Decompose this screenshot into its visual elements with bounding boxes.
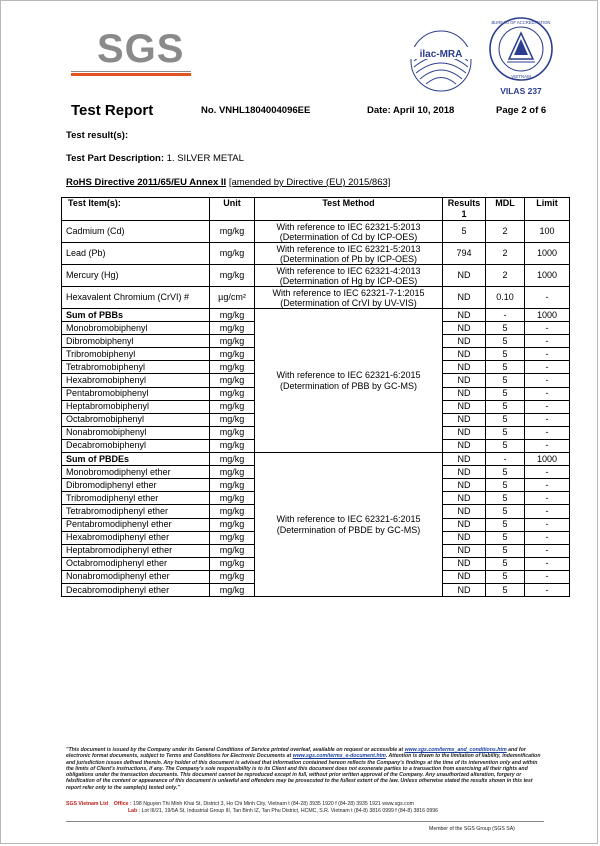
test-item: Tetrabromodiphenyl ether — [62, 505, 210, 518]
result-heading: Test result(s): — [66, 130, 129, 141]
test-item: Nonabromobiphenyl — [62, 426, 210, 439]
office-info — [66, 801, 546, 815]
mdl-cell: 5 — [486, 400, 525, 413]
table-row — [62, 243, 570, 265]
result-cell: ND — [443, 361, 486, 374]
method-line: With reference to IEC 62321-5:2013 — [276, 243, 421, 254]
header-results-label: Results — [447, 198, 481, 208]
test-item: Cadmium (Cd) — [62, 221, 210, 243]
test-item: Nonabromodiphenyl ether — [62, 570, 210, 583]
test-item: Lead (Pb) — [62, 243, 210, 265]
result-cell: ND — [443, 348, 486, 361]
limit-cell: 100 — [525, 221, 570, 243]
pbb-method-cell — [255, 309, 443, 453]
unit-cell: mg/kg — [210, 466, 255, 479]
test-item: Hexavalent Chromium (CrVI) # — [62, 287, 210, 309]
result-cell: ND — [443, 479, 486, 492]
limit-cell: - — [525, 466, 570, 479]
unit-cell: mg/kg — [210, 492, 255, 505]
unit-cell: mg/kg — [210, 570, 255, 583]
table-row — [62, 287, 570, 309]
disclaimer — [66, 747, 544, 791]
result-cell: ND — [443, 287, 486, 309]
result-cell: 794 — [443, 243, 486, 265]
result-cell: ND — [443, 439, 486, 452]
test-item: Heptabromobiphenyl — [62, 400, 210, 413]
header-method: Test Method — [255, 198, 443, 221]
mdl-cell: 0.10 — [486, 287, 525, 309]
unit-cell: mg/kg — [210, 361, 255, 374]
header-results — [443, 198, 486, 221]
method-line: (Determination of Cd by ICP-OES) — [279, 231, 418, 242]
unit-cell: mg/kg — [210, 518, 255, 531]
unit-cell: mg/kg — [210, 322, 255, 335]
test-item: Dibromodiphenyl ether — [62, 479, 210, 492]
mdl-cell: 5 — [486, 348, 525, 361]
unit-cell: mg/kg — [210, 335, 255, 348]
mdl-cell: 5 — [486, 518, 525, 531]
terms-link[interactable]: www.sgs.com/terms_and_conditions.htm — [404, 747, 507, 753]
disclaimer-text-2: and for electronic format documents, subject to Terms and Conditions for Electronic Documents at — [66, 747, 526, 760]
limit-cell: - — [525, 479, 570, 492]
result-cell: ND — [443, 466, 486, 479]
limit-cell: 1000 — [525, 265, 570, 287]
test-item: Monobromodiphenyl ether — [62, 466, 210, 479]
test-item: Hexabromobiphenyl — [62, 374, 210, 387]
mdl-cell: 2 — [486, 265, 525, 287]
mdl-cell: 5 — [486, 426, 525, 439]
header-limit: Limit — [525, 198, 570, 221]
mdl-cell: 5 — [486, 531, 525, 544]
test-item: Tribromodiphenyl ether — [62, 492, 210, 505]
mdl-cell: 5 — [486, 466, 525, 479]
result-cell: ND — [443, 518, 486, 531]
result-cell: ND — [443, 557, 486, 570]
test-item: Heptabromodiphenyl ether — [62, 544, 210, 557]
lab-address: : Lot III/21, 19/5A St, Industrial Group III, Tan Binh IZ, Tan Phu District, HCMC, S.R. Vietnam t (84-8) 3816 0999 f (84-8) 3816 0996 — [138, 808, 438, 814]
unit-cell: mg/kg — [210, 243, 255, 265]
limit-cell: - — [525, 400, 570, 413]
limit-cell: - — [525, 557, 570, 570]
result-cell: ND — [443, 583, 486, 596]
unit-cell: mg/kg — [210, 309, 255, 322]
lab-label: Lab — [128, 808, 138, 814]
limit-cell: - — [525, 387, 570, 400]
table-row — [62, 265, 570, 287]
result-cell: ND — [443, 570, 486, 583]
method-line: With reference to IEC 62321-4:2013 — [276, 265, 421, 276]
result-cell: ND — [443, 544, 486, 557]
result-cell: ND — [443, 335, 486, 348]
limit-cell: - — [525, 361, 570, 374]
method-cell — [255, 287, 443, 309]
limit-cell: - — [525, 439, 570, 452]
unit-cell: mg/kg — [210, 374, 255, 387]
method-line: (Determination of PBDE by GC-MS) — [276, 524, 421, 535]
test-item: Decabromodiphenyl ether — [62, 583, 210, 596]
result-cell: ND — [443, 374, 486, 387]
result-cell: ND — [443, 531, 486, 544]
mdl-cell: 5 — [486, 544, 525, 557]
limit-cell: - — [525, 492, 570, 505]
method-line: With reference to IEC 62321-6:2015 — [276, 369, 421, 380]
method-line: With reference to IEC 62321-6:2015 — [276, 513, 421, 524]
disclaimer-text-3: . Attention is drawn to the limitation of liability, indemnification and jurisdiction issues defined therein. Any holder of this document is advised that information contained hereon reflects the Company's findings at the time of its intervention only and within the limits of Client's instructions, if any. The Company's sole responsibility is to its Client and this document does not exonerate parties to a transaction from exercising all their rights and obligations under the transaction documents. This document cannot be reproduced except in full, without prior written approval of the Company. Any unauthorized alteration, forgery or falsification of the content or appearance of this document is unlawful and offenders may be prosecuted to the fullest extent of the law. Unless otherwise stated the results shown in this test report refer only to the sample(s) tested only." — [66, 753, 541, 791]
mdl-cell: 5 — [486, 492, 525, 505]
table-header-row — [62, 198, 570, 221]
mdl-cell: 5 — [486, 361, 525, 374]
test-item: Mercury (Hg) — [62, 265, 210, 287]
result-cell: ND — [443, 322, 486, 335]
unit-cell: mg/kg — [210, 557, 255, 570]
sgs-logo — [71, 27, 191, 75]
limit-cell: - — [525, 287, 570, 309]
limit-cell: - — [525, 348, 570, 361]
test-item: Pentabromodiphenyl ether — [62, 518, 210, 531]
mdl-cell: 5 — [486, 557, 525, 570]
unit-cell: mg/kg — [210, 439, 255, 452]
method-cell — [255, 243, 443, 265]
header-mdl: MDL — [486, 198, 525, 221]
limit-cell: - — [525, 570, 570, 583]
limit-cell: 1000 — [525, 243, 570, 265]
test-item: Tetrabromobiphenyl — [62, 361, 210, 374]
part-description — [66, 153, 244, 164]
test-item: Pentabromobiphenyl — [62, 387, 210, 400]
method-line: (Determination of Hg by ICP-OES) — [279, 275, 418, 286]
limit-cell: - — [525, 413, 570, 426]
part-label: Test Part Description: — [66, 153, 165, 164]
ilac-text: ilac-MRA — [419, 49, 463, 60]
unit-cell: mg/kg — [210, 505, 255, 518]
method-line: (Determination of Pb by ICP-OES) — [279, 253, 418, 264]
mdl-cell: 5 — [486, 335, 525, 348]
mdl-cell: 5 — [486, 570, 525, 583]
mdl-cell: - — [486, 453, 525, 466]
limit-cell: - — [525, 505, 570, 518]
result-cell: ND — [443, 400, 486, 413]
unit-cell: mg/kg — [210, 453, 255, 466]
company-name: SGS Vietnam Ltd — [66, 801, 108, 807]
header-unit: Unit — [210, 198, 255, 221]
method-line: With reference to IEC 62321-7-1:2015 — [272, 287, 425, 298]
test-item: Octabromodiphenyl ether — [62, 557, 210, 570]
method-line: (Determination of CrVI by UV-VIS) — [280, 297, 417, 308]
unit-cell: µg/cm² — [210, 287, 255, 309]
unit-cell: mg/kg — [210, 265, 255, 287]
ilac-mra-logo — [406, 21, 476, 95]
result-cell: ND — [443, 492, 486, 505]
mdl-cell: 5 — [486, 387, 525, 400]
limit-cell: - — [525, 426, 570, 439]
limit-cell: 1000 — [525, 453, 570, 466]
unit-cell: mg/kg — [210, 479, 255, 492]
limit-cell: - — [525, 583, 570, 596]
mdl-cell: 5 — [486, 439, 525, 452]
mdl-cell: 5 — [486, 374, 525, 387]
test-item: Dibromobiphenyl — [62, 335, 210, 348]
method-line: (Determination of PBB by GC-MS) — [279, 380, 418, 391]
test-item: Tribromobiphenyl — [62, 348, 210, 361]
disclaimer-text-1: "This document is issued by the Company under its General Conditions of Service printed overleaf, available on request or accessible at — [66, 747, 405, 753]
unit-cell: mg/kg — [210, 413, 255, 426]
result-cell: ND — [443, 453, 486, 466]
mdl-cell: 5 — [486, 583, 525, 596]
method-cell — [255, 265, 443, 287]
test-item: Hexabromodiphenyl ether — [62, 531, 210, 544]
table-row — [62, 309, 570, 322]
directive-amend: [amended by Directive (EU) 2015/863] — [228, 177, 391, 188]
footer-divider — [66, 821, 544, 822]
limit-cell: 1000 — [525, 309, 570, 322]
limit-cell: - — [525, 374, 570, 387]
table-row — [62, 221, 570, 243]
test-item: Monobromobiphenyl — [62, 322, 210, 335]
unit-cell: mg/kg — [210, 387, 255, 400]
seal-top-text: BUREAU OF ACCREDITATION — [491, 20, 551, 25]
result-cell: ND — [443, 265, 486, 287]
test-item: Decabromobiphenyl — [62, 439, 210, 452]
header-results-sub: 1 — [461, 209, 467, 219]
report-title: Test Report — [71, 102, 154, 119]
method-line: With reference to IEC 62321-5:2013 — [276, 221, 421, 232]
limit-cell: - — [525, 335, 570, 348]
e-document-terms-link[interactable]: www.sgs.com/terms_e-document.htm — [292, 753, 386, 760]
mdl-cell: 2 — [486, 221, 525, 243]
seal-code-text: VILAS 237 — [500, 86, 542, 96]
method-cell — [255, 221, 443, 243]
limit-cell: - — [525, 518, 570, 531]
unit-cell: mg/kg — [210, 221, 255, 243]
result-cell: ND — [443, 413, 486, 426]
seal-bottom-text: VIETNAM — [511, 74, 531, 79]
report-number: No. VNHL1804004096EE — [201, 105, 311, 116]
mdl-cell: 2 — [486, 243, 525, 265]
unit-cell: mg/kg — [210, 583, 255, 596]
result-cell: ND — [443, 426, 486, 439]
sum-item: Sum of PBBs — [62, 309, 210, 322]
mdl-cell: 5 — [486, 322, 525, 335]
mdl-cell: 5 — [486, 479, 525, 492]
unit-cell: mg/kg — [210, 348, 255, 361]
vilas-seal — [487, 15, 555, 97]
unit-cell: mg/kg — [210, 400, 255, 413]
sum-item: Sum of PBDEs — [62, 453, 210, 466]
results-table — [61, 197, 570, 597]
test-item: Octabromobiphenyl — [62, 413, 210, 426]
result-cell: ND — [443, 309, 486, 322]
limit-cell: - — [525, 531, 570, 544]
limit-cell: - — [525, 544, 570, 557]
directive-line — [66, 177, 390, 188]
mdl-cell: - — [486, 309, 525, 322]
unit-cell: mg/kg — [210, 426, 255, 439]
limit-cell: - — [525, 322, 570, 335]
page-indicator: Page 2 of 6 — [496, 105, 547, 116]
member-note: Member of the SGS Group (SGS SA) — [429, 826, 515, 832]
table-row — [62, 453, 570, 466]
pbde-method-cell — [255, 453, 443, 597]
part-value: 1. SILVER METAL — [166, 153, 244, 164]
unit-cell: mg/kg — [210, 544, 255, 557]
mdl-cell: 5 — [486, 505, 525, 518]
directive-main: RoHS Directive 2011/65/EU Annex II — [66, 177, 227, 188]
result-cell: ND — [443, 387, 486, 400]
unit-cell: mg/kg — [210, 531, 255, 544]
report-date: Date: April 10, 2018 — [367, 105, 455, 116]
office-label: Office : — [113, 801, 132, 807]
result-cell: 5 — [443, 221, 486, 243]
mdl-cell: 5 — [486, 413, 525, 426]
office-address: 198 Nguyen Thi Minh Khai St, District 3, Ho Chi Minh City, Vietnam t (84-28) 3935 1920 f (84-28) 3935 1921 www.sgs.com — [133, 801, 414, 807]
result-cell: ND — [443, 505, 486, 518]
sgs-logo-text: SGS — [97, 27, 185, 71]
header-item: Test Item(s): — [62, 198, 210, 221]
